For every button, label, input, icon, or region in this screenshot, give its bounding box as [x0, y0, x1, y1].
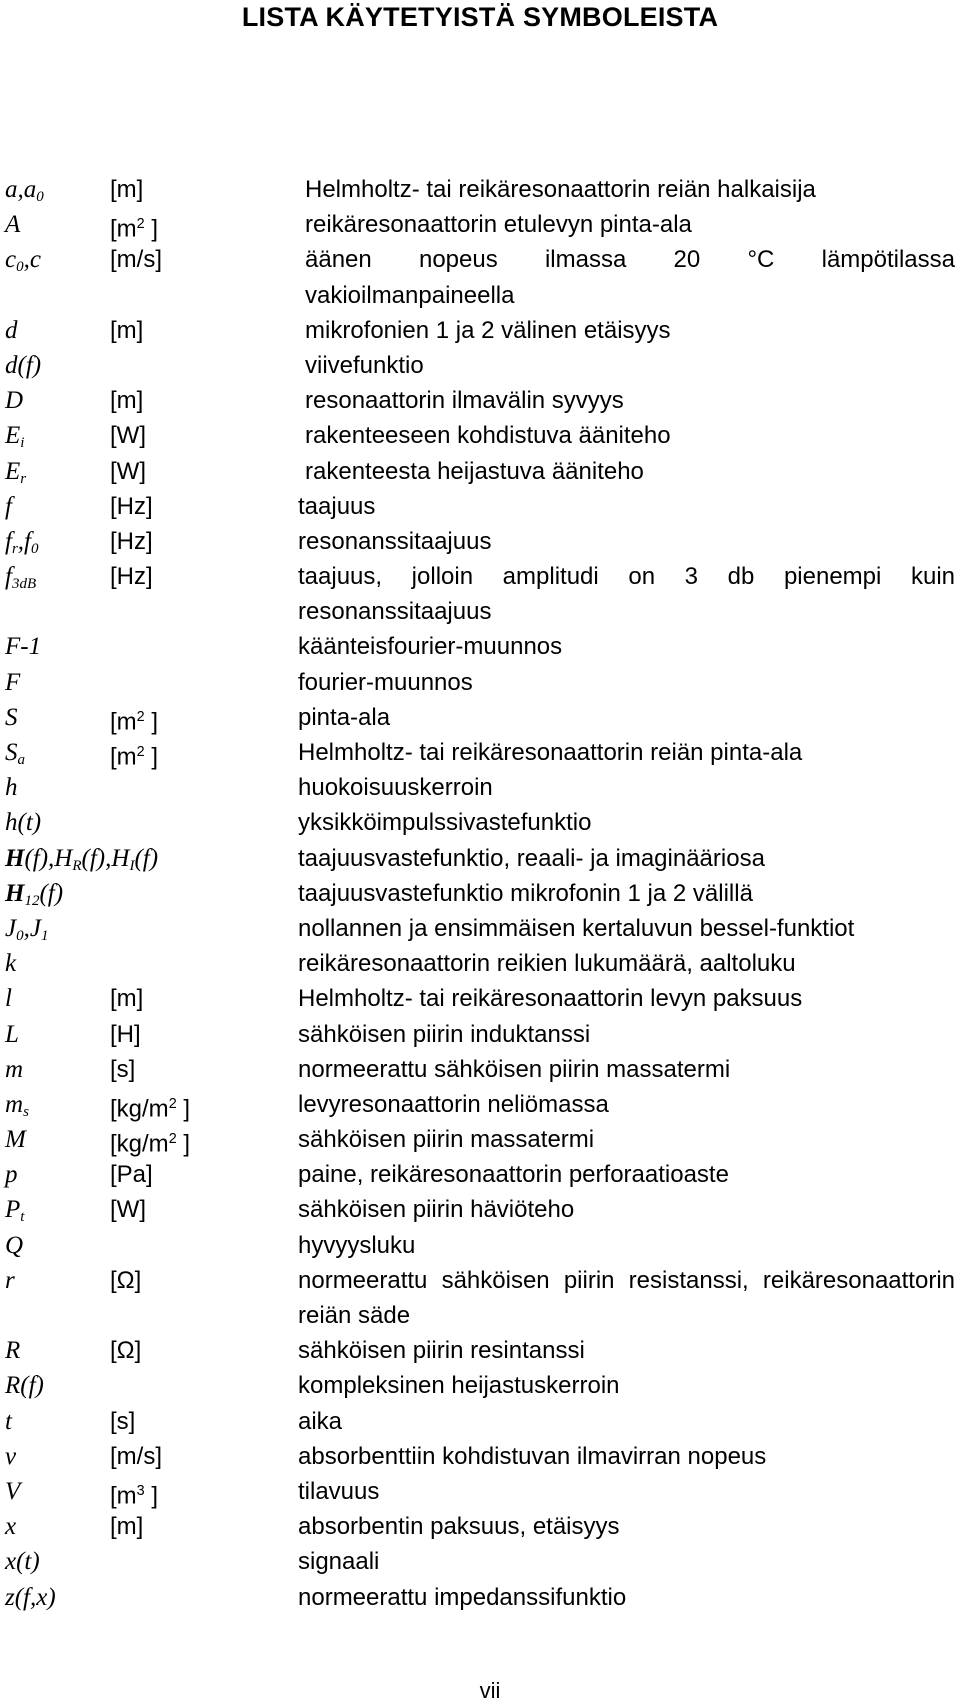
symbol-description: huokoisuuskerroin [298, 774, 493, 802]
symbol-description: reikäresonaattorin reikien lukumäärä, aaltoluku [298, 950, 796, 978]
symbol-unit: [s] [110, 1407, 136, 1435]
symbol-description: hyvyysluku [298, 1231, 416, 1259]
symbol-unit: [m/s] [110, 246, 162, 274]
symbol-unit: [Pa] [110, 1161, 153, 1189]
symbol-unit: [$m^2$ ] [110, 743, 159, 771]
symbol: f [5, 492, 12, 520]
symbol-row [0, 559, 960, 629]
symbol-row [0, 1017, 960, 1052]
page-number: vii [479, 1678, 501, 1703]
symbol-row [0, 735, 960, 770]
symbol-description: Helmholtz- tai reikäresonaattorin reiän pinta-ala [298, 739, 803, 767]
symbol: M [5, 1126, 26, 1154]
symbol: $c_0,c$ [5, 246, 41, 276]
symbol-row [0, 383, 960, 418]
symbol-description: sähköisen piirin induktanssi [298, 1020, 591, 1048]
symbol-row [0, 629, 960, 664]
symbol-description: absorbenttiin kohdistuvan ilmavirran nopeus [298, 1442, 767, 1470]
symbol: l [5, 985, 12, 1013]
symbol: R(f) [5, 1372, 44, 1400]
symbol-unit: [m] [110, 387, 144, 415]
symbol-description: normeerattu sähköisen piirin massatermi [298, 1055, 731, 1083]
symbol-unit: [m] [110, 316, 144, 344]
symbol: d(f) [5, 351, 42, 379]
symbol: $J_0,J_1$ [5, 914, 49, 945]
symbol-row [0, 876, 960, 911]
symbol-row [0, 524, 960, 559]
symbol-description: resonanssitaajuus [298, 527, 492, 555]
symbol-unit: [m] [110, 985, 144, 1013]
symbol-unit: [W] [110, 457, 146, 485]
symbol-row [0, 348, 960, 383]
symbol-unit: [$kg/m^2$ ] [110, 1130, 191, 1158]
symbol: d [5, 316, 18, 344]
symbol-row [0, 454, 960, 489]
symbol-description: Helmholtz- tai reikäresonaattorin reiän halkaisija [305, 176, 816, 203]
symbol-row [0, 1087, 960, 1122]
symbol-row [0, 1509, 960, 1544]
symbol: v [5, 1442, 17, 1470]
symbol-description: käänteisfourier-muunnos [298, 633, 563, 661]
symbol-description: normeerattu impedanssifunktio [298, 1583, 627, 1611]
symbol: $m_s$ [5, 1090, 29, 1121]
symbol-description: paine, reikäresonaattorin perforaatioaste [298, 1161, 729, 1189]
symbol: S [5, 703, 18, 731]
symbol-row [0, 207, 960, 242]
symbol: $f_{3dB}$ [5, 563, 37, 593]
symbol-unit: [Ω] [110, 1337, 142, 1365]
symbol-unit: [$m^2$ ] [110, 215, 159, 243]
symbol-unit: [m/s] [110, 1442, 162, 1470]
symbol-row [0, 1263, 960, 1333]
symbol-row [0, 1544, 960, 1579]
symbol-unit: [Hz] [110, 563, 153, 591]
symbol: $H_{12}(f)$ [5, 879, 64, 909]
symbol-unit: [H] [110, 1020, 141, 1048]
symbol-row [0, 805, 960, 840]
symbol: x(t) [5, 1548, 40, 1576]
symbol-description: yksikköimpulssivastefunktio [298, 809, 592, 837]
symbol-description: nollannen ja ensimmäisen kertaluvun bessel-funktiot [298, 914, 855, 942]
symbol-unit: [$kg/m^2$ ] [110, 1095, 191, 1123]
symbol-row [0, 1333, 960, 1368]
symbol-row [0, 665, 960, 700]
symbol-description: taajuusvastefunktio mikrofonin 1 ja 2 välillä [298, 879, 753, 907]
symbol-description: aika [298, 1407, 343, 1435]
symbol-description: resonaattorin ilmavälin syvyys [305, 387, 624, 415]
symbol-description: sähköisen piirin häviöteho [298, 1196, 575, 1224]
symbol-description: fourier-muunnos [298, 668, 473, 696]
symbol-row [0, 911, 960, 946]
symbol-row [0, 242, 960, 312]
symbol: $P_t$ [5, 1196, 25, 1226]
symbol: R [5, 1337, 21, 1365]
symbol: t [5, 1407, 12, 1435]
symbol: x [5, 1513, 17, 1541]
symbol-row [0, 1404, 960, 1439]
symbol-description: mikrofonien 1 ja 2 välinen etäisyys [305, 316, 671, 344]
symbol-unit: [Hz] [110, 527, 153, 555]
symbol-unit: [m] [110, 1513, 144, 1541]
symbol-unit: [W] [110, 1196, 146, 1224]
symbol-description: rakenteesta heijastuva ääniteho [305, 457, 644, 485]
symbol-description: taajuus, jolloin amplitudi on 3 db pienempi kuin resonanssitaajuus [298, 563, 955, 626]
symbol: $f_r,f_0$ [5, 527, 39, 558]
symbol-unit: [$m^2$ ] [110, 708, 159, 736]
symbol-unit: [Hz] [110, 492, 153, 520]
symbol: $a,a_0$ [5, 176, 44, 206]
symbol-description: absorbentin paksuus, etäisyys [298, 1513, 620, 1541]
symbol-unit: [s] [110, 1055, 136, 1083]
symbol-list [0, 172, 960, 1615]
symbol-row [0, 1439, 960, 1474]
symbol: k [5, 950, 17, 978]
symbol-description: taajuus [298, 492, 376, 520]
symbol-row [0, 1192, 960, 1227]
page-title: LISTA KÄYTETYISTÄ SYMBOLEISTA [241, 2, 719, 32]
symbol-description: rakenteeseen kohdistuva ääniteho [305, 422, 671, 450]
symbol-description: kompleksinen heijastuskerroin [298, 1372, 620, 1400]
symbol: L [5, 1020, 19, 1048]
symbol: $S_a$ [5, 739, 25, 769]
symbol-row [0, 946, 960, 981]
symbol-row [0, 1368, 960, 1403]
symbol-unit: [W] [110, 422, 146, 450]
symbol-row [0, 1228, 960, 1263]
symbol-row [0, 1474, 960, 1509]
symbol-description: sähköisen piirin massatermi [298, 1126, 595, 1154]
symbol-description: äänen nopeus ilmassa 20 °C lämpötilassa vakioilmanpaineella [305, 246, 955, 309]
symbol: Q [5, 1231, 24, 1259]
symbol-description: tilavuus [298, 1477, 380, 1505]
symbol: F-1 [5, 633, 42, 661]
symbol-row [0, 313, 960, 348]
symbol: A [5, 211, 21, 239]
symbol-row [0, 841, 960, 876]
symbol-row [0, 1157, 960, 1192]
symbol-description: pinta-ala [298, 703, 391, 731]
symbol: p [5, 1161, 18, 1189]
symbol-description: normeerattu sähköisen piirin resistanssi, reikäresonaattorin reiän säde [298, 1266, 955, 1330]
symbol-row [0, 1580, 960, 1615]
symbol-row [0, 981, 960, 1016]
symbol: $E_i$ [5, 422, 25, 452]
symbol: F [5, 668, 21, 696]
symbol-unit: [m] [110, 176, 144, 203]
symbol-row [0, 770, 960, 805]
symbol-unit: [Ω] [110, 1266, 142, 1294]
symbol-description: viivefunktio [305, 351, 424, 379]
symbol-description: levyresonaattorin neliömassa [298, 1090, 609, 1118]
symbol: m [5, 1055, 24, 1083]
symbol-row [0, 1052, 960, 1087]
symbol-unit: [$m^3$ ] [110, 1482, 159, 1510]
symbol-row [0, 172, 960, 207]
symbol-description: taajuusvastefunktio, reaali- ja imaginääriosa [298, 844, 765, 872]
symbol: V [5, 1477, 21, 1505]
symbol-description: sähköisen piirin resintanssi [298, 1337, 585, 1365]
symbol: h [5, 774, 18, 802]
symbol-row [0, 418, 960, 453]
symbol: $H(f),H_R(f),H_I(f)$ [5, 844, 159, 874]
symbol-row [0, 489, 960, 524]
symbol: D [5, 387, 24, 415]
symbol-row [0, 1122, 960, 1157]
symbol-description: Helmholtz- tai reikäresonaattorin levyn paksuus [298, 985, 803, 1013]
symbol-description: signaali [298, 1548, 380, 1576]
symbol: z(f,x) [5, 1583, 56, 1611]
symbol: r [5, 1266, 15, 1294]
symbol: $E_r$ [5, 457, 27, 487]
symbol-description: reikäresonaattorin etulevyn pinta-ala [305, 211, 692, 239]
symbol: h(t) [5, 809, 42, 837]
symbol-row [0, 700, 960, 735]
